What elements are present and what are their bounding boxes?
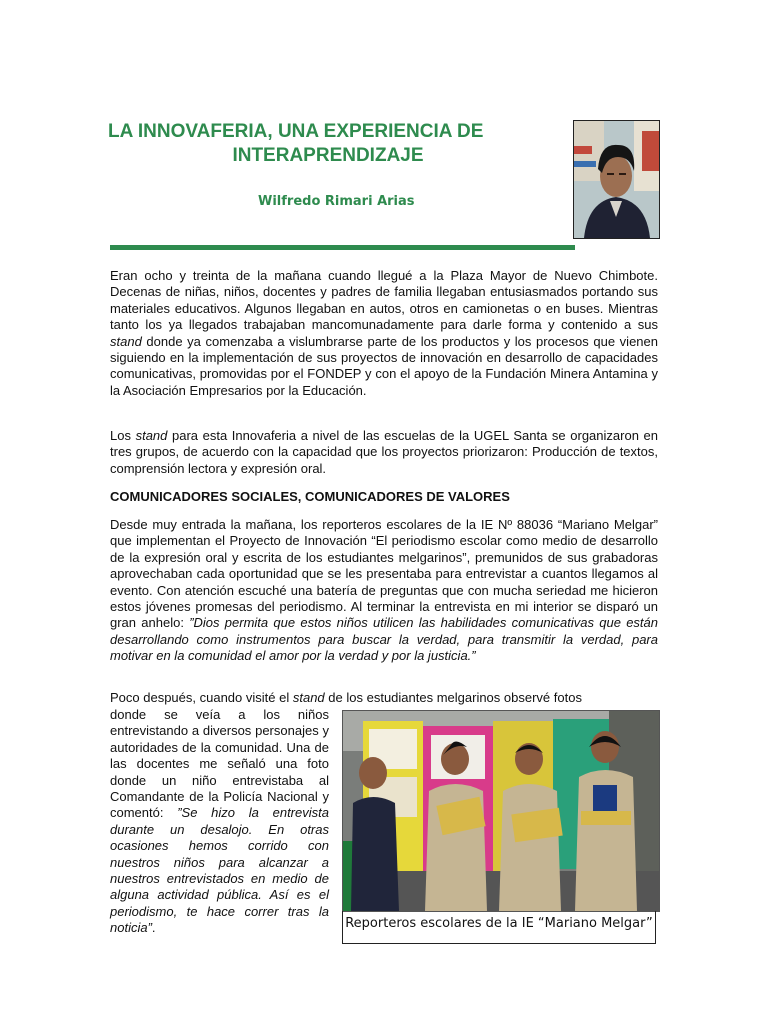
paragraph-2-start: Los [110,428,131,443]
paragraph-4 [110,690,658,706]
paragraph-1-italic: stand [110,333,142,349]
paragraph-1-text: Eran ocho y treinta de la mañana cuando llegué a la Plaza Mayor de Nuevo Chimbote. Decenas de niñas, niños, docentes y padres de familia llegaban entusiasmados portando sus materiales educativos. Algunos llegaban en autos, otros en camionetas o en buses. Mientras tanto los ya llegados trabajaban mancomunadamente para darle forma y contenido a sus [110,268,658,333]
paragraph-2 [110,428,658,477]
paragraph-2-rest: para esta Innovaferia a nivel de las escuelas de la UGEL Santa se organizaron en tres grupos, de acuerdo con la capacidad que los proyectos priorizaron: Producción de textos, comprensión lectora y expresión oral. [110,428,658,476]
title-line-2: INTERAPRENDIZAJE [232,145,424,166]
paragraph-4-italic: stand [292,690,325,705]
paragraph-4-start: Poco después, cuando visité el [110,690,290,705]
photo-caption: Reporteros escolares de la IE “Mariano Melgar” [342,911,656,944]
paragraph-3-text: Desde muy entrada la mañana, los reporteros escolares de la IE Nº 88036 “Mariano Melgar” que implementan el Proyecto de Innovación “El periodismo escolar como medio de desarrollo de la expresión oral y escrita de los estudiantes melgarinos”, premunidos de sus grabadoras aprovechaban cada oportunidad que se les presentaba para entrevistar a cuantos llegamos al evento. Con atención escuché una batería de preguntas que con mucha seriedad me hicieron estos jóvenes promesas del periodismo. Al terminar la entrevista en mi interior se disparó un gran anhelo: [110,517,658,631]
students-photo [342,710,660,912]
title-divider [110,245,575,250]
author-name: Wilfredo Rimari Arias [258,194,415,209]
paragraph-5 [110,707,329,937]
paragraph-5-text: donde se veía a los niños entrevistando a diversos personajes y autoridades de la comunidad. Una de las docentes me señaló una foto donde un niño entrevistaba al Comandante de la Policía Nacional y comentó: [110,707,329,821]
paragraph-5-quote: ”Se hizo la entrevista durante un desalojo. En otras ocasiones hemos corrido con nuestros niños para alcanzar a nuestros entrevistados en medio de alguna actividad pública. Así es el periodismo, te hace correr tras la noticia” [110,805,329,936]
title-line-1: LA INNOVAFERIA, UNA EXPERIENCIA DE [108,121,484,142]
paragraph-5-end: . [151,920,156,936]
paragraph-3 [110,517,658,665]
author-portrait [573,120,660,239]
article-title [108,120,548,168]
paragraph-3-quote: ”Dios permita que estos niños utilicen las habilidades comunicativas que están desarrollando como instrumentos para buscar la verdad, para transmitir la verdad, para motivar en la comunidad el amor por la verdad y por la justicia.” [110,615,659,664]
paragraph-4-rest: de los estudiantes melgarinos observé fotos [328,690,582,705]
paragraph-1-rest: donde ya comenzaba a vislumbrarse parte de los productos y los procesos que vienen siguiendo en la implementación de sus proyectos de innovación en desarrollo de capacidades comunicativas, promovidas por el FONDEP y con el apoyo de la Fundación Minera Antamina y la Asociación Empresarios por la Educación. [110,333,658,398]
paragraph-1 [110,268,658,399]
paragraph-2-italic: stand [135,428,168,443]
section-heading: COMUNICADORES SOCIALES, COMUNICADORES DE VALORES [110,489,510,504]
